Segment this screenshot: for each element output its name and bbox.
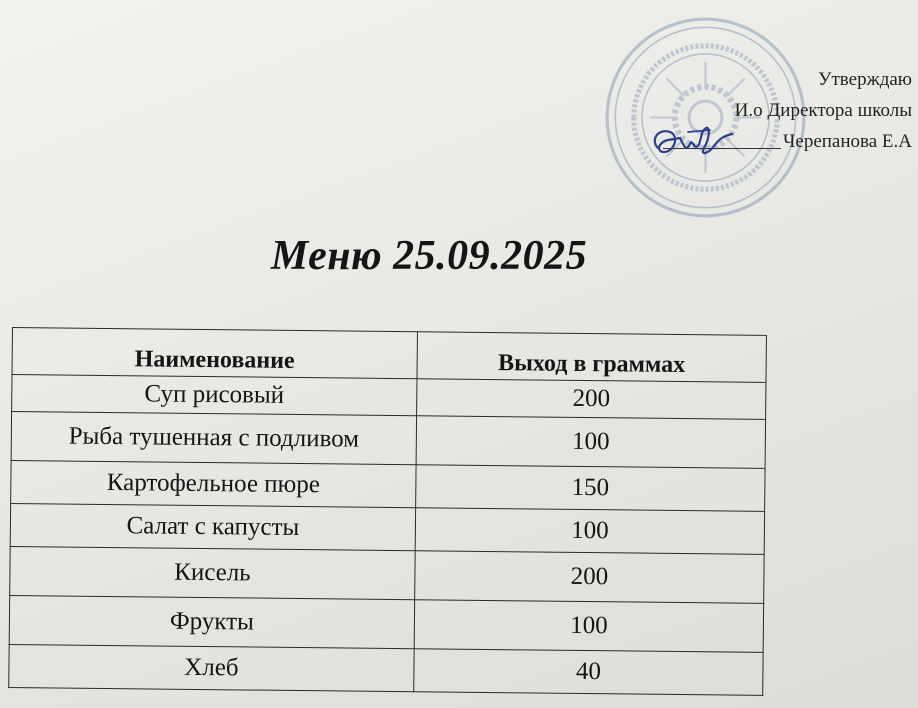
menu-table-wrapper bbox=[8, 327, 767, 696]
header-weight: Выход в граммах bbox=[417, 332, 766, 383]
dish-weight: 40 bbox=[414, 649, 763, 696]
dish-weight: 100 bbox=[414, 600, 763, 653]
approval-position-text: И.о Директора школы bbox=[734, 100, 912, 121]
dish-name: Картофельное пюре bbox=[11, 460, 416, 507]
dish-weight: 150 bbox=[416, 465, 765, 512]
handwritten-signature bbox=[640, 118, 740, 168]
dish-weight: 200 bbox=[415, 551, 764, 604]
dish-name: Суп рисовый bbox=[12, 375, 417, 416]
approval-signer-name: Черепанова Е.А bbox=[783, 131, 912, 152]
table-row bbox=[9, 595, 763, 652]
dish-name: Кисель bbox=[10, 546, 415, 599]
table-row bbox=[9, 644, 763, 695]
dish-name: Рыба тушенная с подливом bbox=[11, 412, 416, 465]
approval-approve-text: Утверждаю bbox=[818, 69, 912, 90]
header-name: Наименование bbox=[12, 328, 417, 379]
menu-table bbox=[8, 327, 767, 696]
dish-name: Салат с капусты bbox=[10, 503, 415, 550]
table-row bbox=[10, 546, 764, 603]
dish-weight: 200 bbox=[417, 379, 766, 420]
menu-title: Меню 25.09.2025 bbox=[270, 233, 588, 279]
table-row bbox=[11, 412, 765, 469]
dish-weight: 100 bbox=[416, 416, 765, 469]
dish-name: Фрукты bbox=[9, 595, 414, 648]
table-header-row bbox=[12, 328, 766, 383]
dish-weight: 100 bbox=[415, 508, 764, 555]
dish-name: Хлеб bbox=[9, 644, 414, 691]
